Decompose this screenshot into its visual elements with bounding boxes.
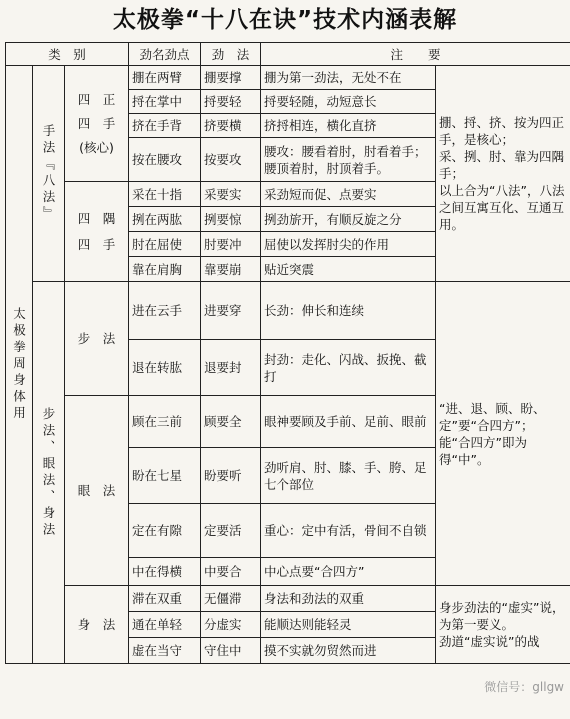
method-cell: 挒要惊 [201, 207, 261, 232]
note-cell: 中心点要“合四方” [261, 558, 436, 586]
method-cell: 定要活 [201, 504, 261, 558]
table-row [6, 586, 570, 612]
watermark: 微信号：gllgw [484, 680, 564, 694]
header-row [6, 43, 570, 66]
note-cell: 挒劲旂开，有顺反旋之分 [261, 207, 436, 232]
step-eye-summary: “进、退、顾、盼、定”要“合四方”； 能“合四方”即为得“中”。 [436, 282, 570, 586]
page-title: 太极拳“十八在诀”技术内涵表解 [112, 7, 458, 33]
method-cell: 掤要撑 [201, 66, 261, 90]
name-cell: 退在转肱 [129, 340, 201, 396]
method-cell: 顾要全 [201, 396, 261, 448]
note-cell: 腰攻：腰看着肘，肘看着手；腰顶着肘，肘顶着手。 [261, 138, 436, 182]
header-category: 类 别 [6, 43, 129, 66]
note-cell: 重心：定中有活，骨间不自锁 [261, 504, 436, 558]
name-cell: 按在腰攻 [129, 138, 201, 182]
method-cell: 采要实 [201, 182, 261, 207]
method-cell: 进要穿 [201, 282, 261, 340]
note-cell: 采劲短而促、点要实 [261, 182, 436, 207]
method-cell: 肘要冲 [201, 232, 261, 257]
method-cell: 退要封 [201, 340, 261, 396]
hand-summary: 掤、捋、挤、按为四正手，是核心； 采、挒、肘、靠为四隅手； 以上合为“八法”，八法之间互寓互化、互通互用。 [436, 66, 570, 282]
header-name: 劲名劲点 [129, 43, 201, 66]
name-cell: 虚在当守 [129, 638, 201, 664]
name-cell: 进在云手 [129, 282, 201, 340]
name-cell: 滞在双重 [129, 586, 201, 612]
technique-table [5, 42, 570, 664]
header-notes: 注 要 [261, 43, 570, 66]
name-cell: 挤在手背 [129, 114, 201, 138]
note-cell: 贴近突震 [261, 257, 436, 282]
method-cell: 捋要轻 [201, 90, 261, 114]
note-cell: 眼神要顾及手前、足前、眼前 [261, 396, 436, 448]
note-cell: 掤为第一劲法，无处不在 [261, 66, 436, 90]
name-cell: 肘在屈使 [129, 232, 201, 257]
note-cell: 长劲：伸长和连续 [261, 282, 436, 340]
body-summary: 身步劲法的“虚实”说，为第一要义。 劲道“虚实说”的战 [436, 586, 570, 664]
table-row [6, 282, 570, 340]
name-cell: 盼在七星 [129, 448, 201, 504]
body-method: 身 法 [65, 586, 129, 664]
note-cell: 身法和劲法的双重 [261, 586, 436, 612]
note-cell: 封劲：走化、闪战、扳挽、截打 [261, 340, 436, 396]
name-cell: 中在得横 [129, 558, 201, 586]
method-cell: 盼要听 [201, 448, 261, 504]
name-cell: 采在十指 [129, 182, 201, 207]
step-method: 步 法 [65, 282, 129, 396]
name-cell: 定在有隙 [129, 504, 201, 558]
four-main-hands: 四 正 四 手 (核心) [65, 66, 129, 182]
name-cell: 捋在掌中 [129, 90, 201, 114]
method-cell: 靠要崩 [201, 257, 261, 282]
header-method: 劲 法 [201, 43, 261, 66]
method-cell: 挤要横 [201, 114, 261, 138]
method-cell: 守住中 [201, 638, 261, 664]
four-corner-hands: 四 隅 四 手 [65, 182, 129, 282]
note-cell: 挤捋相连，横化直挤 [261, 114, 436, 138]
name-cell: 靠在肩胸 [129, 257, 201, 282]
method-cell: 中要合 [201, 558, 261, 586]
method-cell: 按要攻 [201, 138, 261, 182]
name-cell: 掤在两臂 [129, 66, 201, 90]
main-category: 太极拳周身体用 [6, 66, 33, 664]
step-eye-body-category: 步法、眼法、身法 [33, 282, 65, 664]
table-row [6, 66, 570, 90]
name-cell: 通在单轻 [129, 612, 201, 638]
note-cell: 能顺达则能轻灵 [261, 612, 436, 638]
note-cell: 捋要轻随，动短意长 [261, 90, 436, 114]
eye-method: 眼 法 [65, 396, 129, 586]
note-cell: 屈使以发挥肘尖的作用 [261, 232, 436, 257]
note-cell: 劲听肩、肘、膝、手、胯、足七个部位 [261, 448, 436, 504]
name-cell: 挒在两肱 [129, 207, 201, 232]
method-cell: 分虚实 [201, 612, 261, 638]
method-cell: 无僵滞 [201, 586, 261, 612]
name-cell: 顾在三前 [129, 396, 201, 448]
note-cell: 摸不实就勿贸然而进 [261, 638, 436, 664]
hand-method-category: 手法『八法』 [33, 66, 65, 282]
